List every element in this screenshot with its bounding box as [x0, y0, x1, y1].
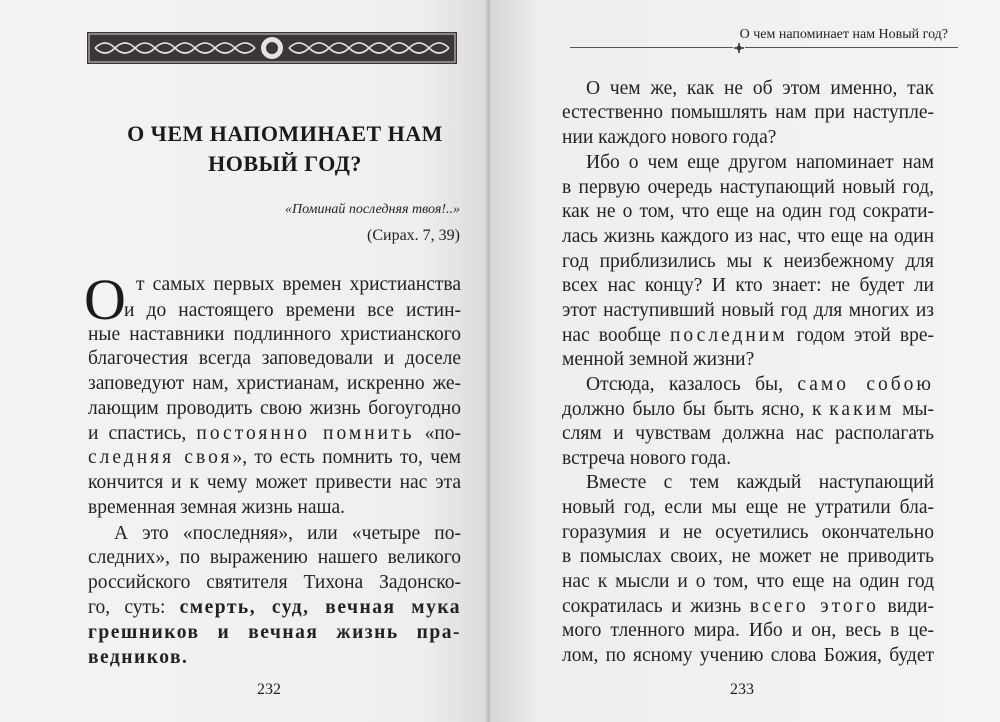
running-head-rule — [570, 47, 958, 48]
text-line: и спастись, постоянно помнить «по- — [88, 423, 461, 444]
text-line: благочестия всегда заповедовали и доселе — [88, 348, 461, 369]
text-line: встреча нового года. — [562, 448, 732, 469]
text-line: Вместе с тем каждый наступающий — [586, 472, 934, 493]
text-line: Отсюда, казалось бы, само собою — [586, 374, 934, 395]
running-head: О чем напоминает нам Новый год? — [739, 27, 948, 42]
text-line: в первую очередь наступающий новый год, — [562, 177, 934, 198]
text-line: го, суть: смерть, суд, вечная мука — [88, 597, 462, 618]
text-line: этот наступивший новый год для многих из — [562, 300, 934, 321]
text-line: следних», по выражению нашего великого — [88, 547, 461, 568]
text-line: как не о том, что еще на один год сократи- — [562, 201, 934, 222]
text-line: лом, по ясному учению слова Божия, будет — [562, 645, 934, 666]
text-line: слям и чувствам должна нас располагать — [562, 423, 934, 444]
ornament-header-icon — [87, 32, 457, 64]
text-line: Ибо о чем еще другом напоминает нам — [586, 152, 934, 173]
text-line: мого тленного мира. Ибо и он, весь в це- — [562, 620, 934, 641]
text-line: горазумия и не осуетились окончательно — [562, 522, 934, 543]
text-line: ведников. — [88, 647, 189, 668]
epigraph-source: (Сирах. 7, 39) — [367, 227, 460, 244]
text-line: сократилась и жизнь всего этого види- — [562, 596, 934, 617]
text-line: заповедуют нам, христианам, искренно же- — [88, 373, 461, 394]
page-number-right: 233 — [730, 681, 754, 698]
text-line: ные наставники подлинного христианского — [88, 324, 461, 345]
text-line: А это «последняя», или «четыре по- — [114, 523, 461, 544]
text-line: должно было бы быть ясно, к каким мы- — [562, 399, 934, 420]
text-line: нии каждого нового года? — [562, 127, 777, 148]
page-number-left: 232 — [257, 681, 281, 698]
left-page — [0, 0, 490, 722]
text-line: год приблизились мы к неизбежному для — [562, 251, 934, 272]
text-line: нас к мысли и о том, что еще на один год — [562, 571, 934, 592]
text-line: грешников и вечная жизнь пра- — [88, 622, 461, 643]
epigraph: «Поминай последняя твоя!..» — [284, 202, 460, 217]
text-line: лась жизнь каждого из нас, что еще на один — [562, 226, 934, 247]
text-line: естественно помышлять нам при наступле- — [562, 102, 934, 123]
text-line: всех нас концу? И кто знает: не будет ли — [562, 275, 934, 296]
chapter-title-line2: НОВЫЙ ГОД? — [208, 151, 362, 176]
text-line: менной земной жизни? — [562, 349, 755, 370]
text-line: новый год, если мы еще не утратили бла- — [562, 497, 934, 518]
chapter-title-line1: О ЧЕМ НАПОМИНАЕТ НАМ — [127, 121, 443, 146]
text-line: следняя своя», то есть помнить то, чем — [88, 447, 461, 468]
drop-cap: О — [84, 267, 126, 332]
text-line: в помыслах своих, не может не приводить — [562, 546, 934, 567]
cross-icon — [733, 42, 745, 54]
right-page — [490, 0, 1000, 722]
text-line: нас вообще последним годом этой вре- — [562, 325, 934, 346]
text-line: лающим проводить свою жизнь богоугодно — [88, 398, 461, 419]
text-line: временная земная жизнь наша. — [88, 497, 346, 518]
text-line: т самых первых времен христианства — [136, 274, 461, 295]
text-line: российского святителя Тихона Задонско- — [88, 572, 461, 593]
text-line: О чем же, как не об этом именно, так — [586, 78, 934, 99]
text-line: кончится и к чему может привести нас эта — [88, 472, 461, 493]
text-line: и до настоящего времени все истин- — [124, 300, 461, 321]
